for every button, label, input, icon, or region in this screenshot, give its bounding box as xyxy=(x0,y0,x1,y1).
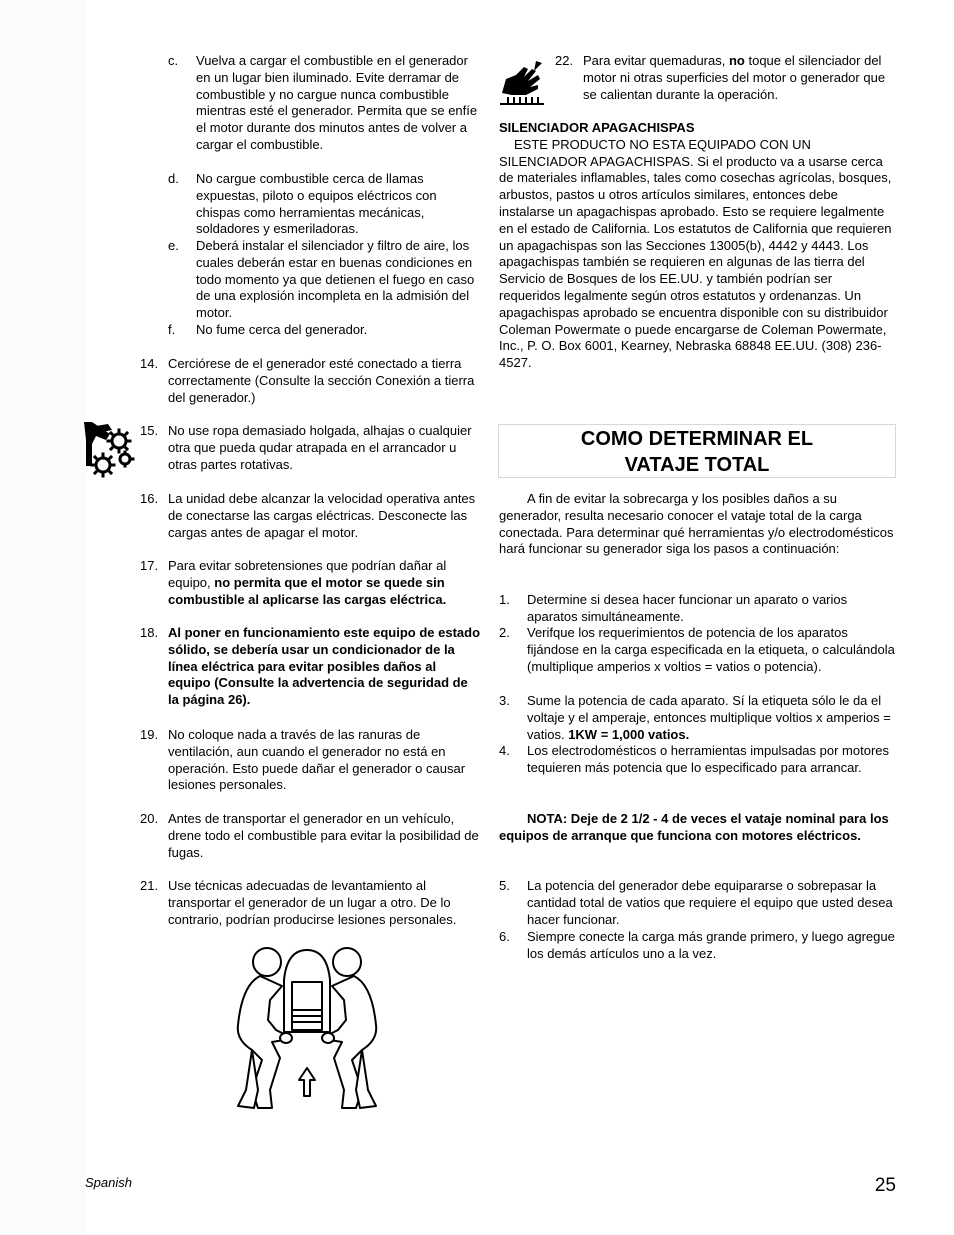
sub-item-e: e. Deberá instalar el silenciador y filtro de aire, los cuales deberán estar en buenas condiciones en todo momento ya que detienen el fuego en caso de una explosión incompleta en la admisión del motor. xyxy=(168,238,475,321)
intro-paragraph: A fin de evitar la sobrecarga y los posibles daños a su generador, resulta necesario conocer el vataje total de la carga conectada. Para determinar qué herramientas y/o electrodomésticos hará funcionar su generador siga los pasos a continuación: xyxy=(499,491,894,557)
step-4: 4. Los electrodomésticos o herramientas impulsadas por motores tequieren más potencia que lo especificado para arrancar. xyxy=(499,743,890,775)
spark-arrestor-section xyxy=(499,120,896,372)
safety-item-19: 19. No coloque nada a través de las ranuras de ventilación, aun cuando el generador no está en operación. Esto puede dañar el generador o causar lesiones personales. xyxy=(140,727,466,793)
safety-item-20: 20. Antes de transportar el generador en un vehículo, drene todo el combustible para evitar la posibilidad de fugas. xyxy=(140,811,479,860)
step-2: 2. Verifque los requerimientos de potencia de los aparatos fijándose en la carga especificada en la etiqueta, o calculándola (multiplique amperios x voltios = vatios o potencia). xyxy=(499,625,895,674)
safety-item-18: 18. Al poner en funcionamiento este equipo de estado sólido, se debería usar un condicionador de la línea eléctrica para evitar posibles daños al equipo (Consulte la advertencia de seguridad de la página 26). xyxy=(140,625,481,708)
step-3: 3. Sume la potencia de cada aparato. Sí la etiqueta sólo le da el voltaje y el amperaje, entonces multiplique voltios x amperios = vatios. 1KW = 1,000 vatios. xyxy=(499,693,891,742)
safety-item-21: 21. Use técnicas adecuadas de levantamiento al transportar el generador de un lugar a otro. De lo contrario, podrían producirse lesiones personales. xyxy=(140,878,457,927)
sub-item-f: f. No fume cerca del generador. xyxy=(168,322,368,337)
safety-item-16: 16. La unidad debe alcanzar la velocidad operativa antes de conectarse las cargas eléctricas. Desconecte las cargas antes de apagar el motor. xyxy=(140,491,476,540)
safety-item-22: 22. Para evitar quemaduras, no toque el silenciador del motor ni otras superficies del motor o generador que se calientan durante la operación. xyxy=(555,53,886,102)
hot-surface-icon xyxy=(498,57,546,105)
safety-item-15: 15. No use ropa demasiado holgada, alhajas o cualquier otra que pueda qudar atrapada en el arrancador u otras partes rotativas. xyxy=(140,423,472,472)
safety-item-17: 17. Para evitar sobretensiones que podrían dañar al equipo, no permita que el motor se quede sin combustible al aplicarse las cargas eléctrica. xyxy=(140,558,447,607)
safety-item-14: 14. Cerciórese de el generador esté conectado a tierra correctamente (Consulte la sección Conexión a tierra del generador.) xyxy=(140,356,475,405)
step-5: 5. La potencia del generador debe equipararse o sobrepasar la cantidad total de vatios que requiere el equipo que usted desea hacer funcionar. xyxy=(499,878,893,927)
footer-language: Spanish xyxy=(85,1175,132,1190)
sub-item-d: d. No cargue combustible cerca de llamas expuestas, piloto o equipos eléctricos con chispas como herramientas mecánicas, soldadores y esmeriladoras. xyxy=(168,171,437,237)
spark-arrestor-text: ESTE PRODUCTO NO ESTA EQUIPADO CON UN SILENCIADOR APAGACHISPAS. Si el producto va a usarse cerca de materiales inflamables, tales como cosechas agrícolas, bosques, arbustos, pastos u otros artículos similares, entonces debe instalarse un apagachispas aprobado. Esto se requiere legalmente en el estado de California. Los estatutos de California que requieren un apagachispas son las Secciones 13005(b), 4442 y 4443. Los apagachispas también se requieren en algunas de las tierra del Servicio de Bosques de los EE.UU. y también podrían ser requeridos legalmente según otros estatutos y ordenanzas. Un apagachispas aprobado se encuentra disponible con su distribuidor Coleman Powermate o puede encargarse de Coleman Powermate, Inc., P. O. Box 6001, Kearney, Nebraska 68848 EE.UU. (308) 236-4527. xyxy=(499,136,892,371)
step-1: 1. Determine si desea hacer funcionar un aparato o varios aparatos simultáneamente. xyxy=(499,592,848,624)
page-margin xyxy=(0,0,85,1235)
page-number: 25 xyxy=(874,1175,896,1196)
sub-item-c: c. Vuelva a cargar el combustible en el generador en un lugar bien iluminado. Evite derramar de combustible y no cargue nunca combustible mientras esté el generador. Permita que se enfíe el motor durante dos minutos antes de volver a cargar el combustible. xyxy=(168,53,478,152)
entanglement-icon xyxy=(82,418,138,480)
note: NOTA: Deje de 2 1/2 - 4 de veces el vataje nominal para los equipos de arranque que funciona con motores eléctricos. xyxy=(499,811,889,843)
section-heading: COMO DETERMINAR EL VATAJE TOTAL xyxy=(498,424,896,478)
step-6: 6. Siempre conecte la carga más grande primero, y luego agregue los demás artículos uno a la vez. xyxy=(499,929,895,961)
two-person-lift-icon xyxy=(232,940,382,1115)
section-title: SILENCIADOR APAGACHISPAS xyxy=(499,120,695,135)
